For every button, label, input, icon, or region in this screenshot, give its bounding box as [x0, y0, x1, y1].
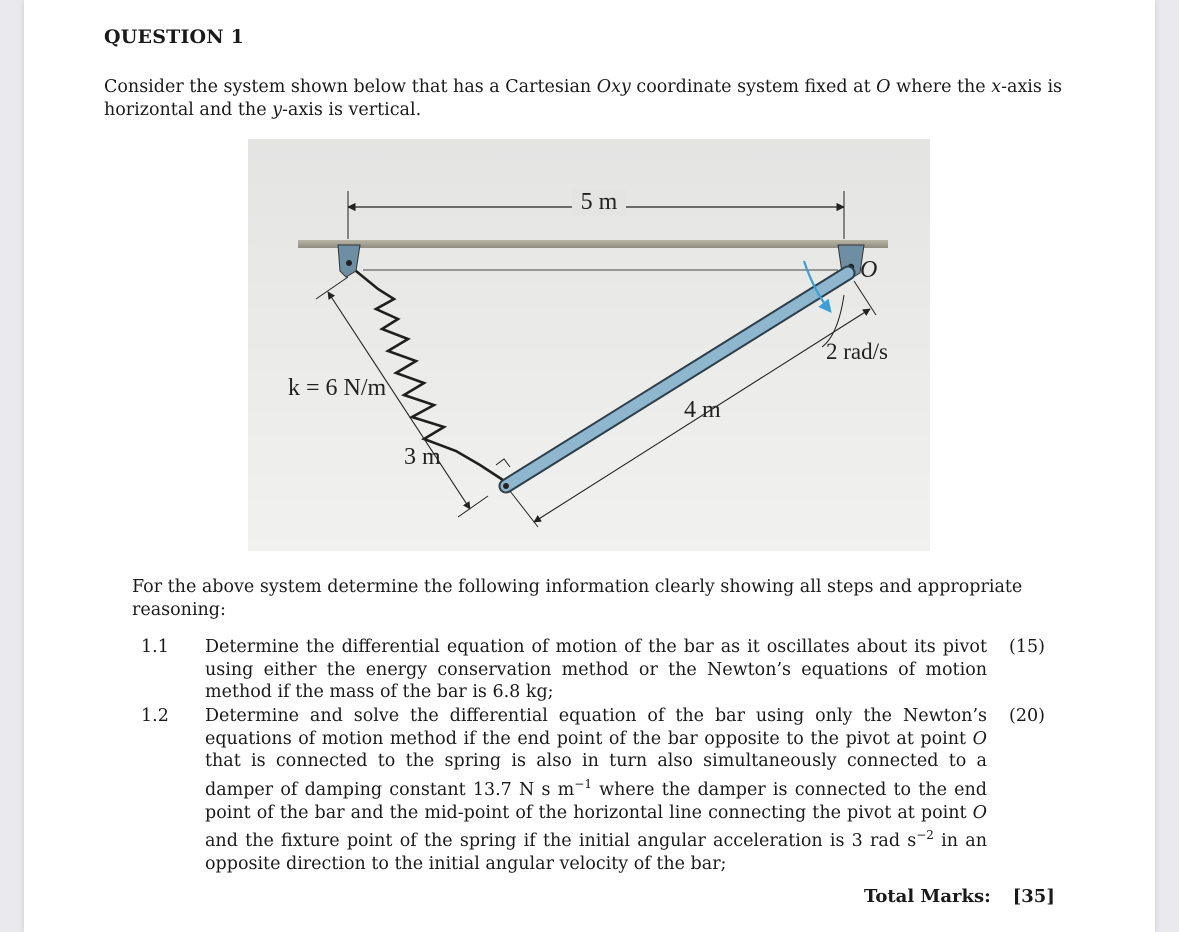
document-page	[24, 0, 1155, 932]
question-heading: QUESTION 1	[104, 26, 245, 48]
instructions: For the above system determine the following information clearly showing all steps and appropriate reasoning:	[132, 577, 1023, 620]
label-3m: 3 m	[404, 444, 441, 470]
total-marks-value: [35]	[1012, 886, 1055, 907]
label-O: O	[860, 257, 878, 283]
spring-pin	[346, 260, 352, 266]
question-1-1	[141, 636, 1081, 706]
total-marks-label: Total Marks:	[864, 886, 991, 907]
label-4m: 4 m	[684, 397, 721, 423]
label-k: k = 6 N/m	[288, 375, 387, 401]
question-number: 1.2	[141, 706, 169, 726]
mechanism-figure	[248, 139, 930, 551]
question-marks: (15)	[1009, 637, 1045, 657]
question-text: Determine the differential equation of motion of the bar as it oscillates about its pivot using either the energy conservation method or the Newton’s equations of motion method if the mass of the bar is 6.8 kg;	[205, 637, 987, 703]
ceiling-beam	[298, 240, 888, 248]
question-number: 1.1	[141, 637, 169, 657]
intro-paragraph: Consider the system shown below that has a Cartesian Oxy coordinate system fixed at O where the x-axis is horizontal and the y-axis is vertical.	[104, 77, 1063, 120]
total-marks	[864, 886, 1055, 907]
bar-end-pin	[503, 483, 509, 489]
question-1-2	[141, 705, 1081, 874]
question-marks: (20)	[1009, 706, 1045, 726]
label-5m: 5 m	[580, 189, 618, 215]
question-text: Determine and solve the differential equation of the bar using only the Newton’s equations of motion method if the end point of the bar opposite to the pivot at point O that is connected to the spring is also in turn also simultaneously connected to a damper of damping constant 13.7 N s $m^{-1}$ where the damper is connected to the end point of the bar and the mid-point of the horizontal line connecting the pivot at point O and the fixture point of the spring if the initial angular acceleration is 3 rad $s^{-2}$ in an opposite direction to the initial angular velocity of the bar;	[205, 706, 987, 874]
label-rate: 2 rad/s	[826, 339, 888, 364]
